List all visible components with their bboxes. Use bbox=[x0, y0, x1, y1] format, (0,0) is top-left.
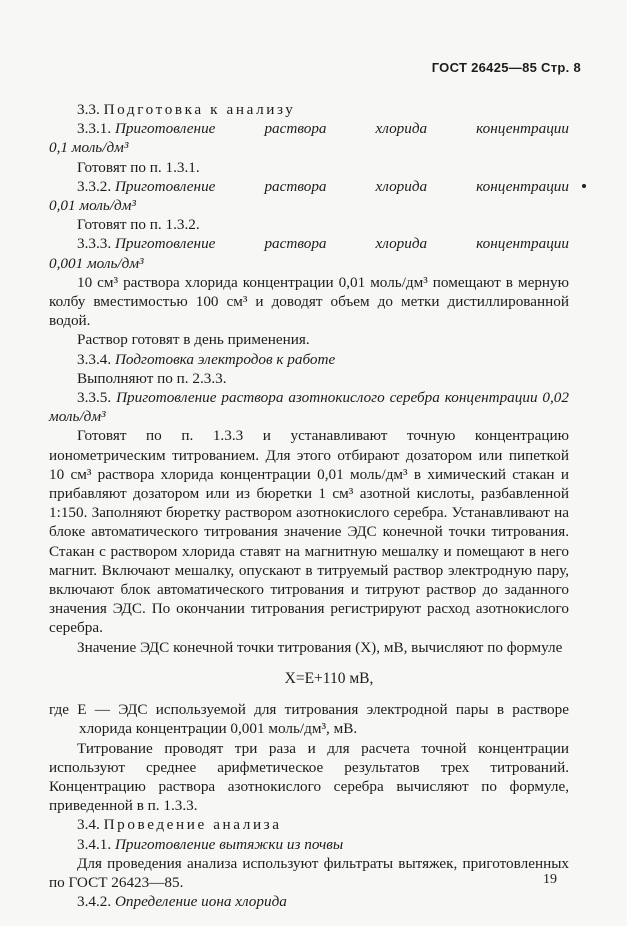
section-3-3-5-text3: Титрование проводят три раза и для расчета точной концентрации используют среднее арифметическое результатов трех титрований. Концентрацию раствора азотнокислого серебра вычисляют по формуле, приведенной в п. 1.3.3. bbox=[49, 739, 569, 815]
section-3-3-1-heading: 3.3.1. Приготовление раствора хлорида концентрации bbox=[77, 120, 569, 138]
page-header: ГОСТ 26425—85 Стр. 8 bbox=[431, 60, 581, 75]
formula-legend: где E — ЭДС используемой для титрования электродной пары в растворе хлорида концентрации 0,001 моль/дм³, мВ. bbox=[49, 701, 569, 738]
section-3-3-title: Подготовка к анализу bbox=[103, 101, 296, 118]
section-3-3-1-text: Готовят по п. 1.3.1. bbox=[77, 158, 200, 176]
section-3-3-1-concentration: 0,1 моль/дм³ bbox=[49, 139, 129, 157]
section-3-4-1-heading: 3.4.1. Приготовление вытяжки из почвы bbox=[77, 835, 344, 853]
page-number: 19 bbox=[543, 872, 557, 887]
section-3-3-3-text: 10 см³ раствора хлорида концентрации 0,01 моль/дм³ помещают в мерную колбу вместимостью 100 см³ и доводят объем до метки дистиллированной водой. bbox=[49, 273, 569, 330]
section-3-3-4-text: Выполняют по п. 2.3.3. bbox=[77, 369, 227, 387]
section-3-3-heading: 3.3. Подготовка к анализу bbox=[77, 101, 296, 118]
section-3-4-heading: 3.4. Проведение анализа bbox=[77, 816, 282, 834]
section-3-3-3-text2: Раствор готовят в день применения. bbox=[77, 331, 310, 349]
section-3-4-1-text: Для проведения анализа используют фильтраты вытяжек, приготовленных по ГОСТ 26423—85. bbox=[49, 854, 569, 891]
scan-speck bbox=[582, 184, 586, 188]
section-3-3-3-concentration: 0,001 моль/дм³ bbox=[49, 254, 144, 272]
section-3-3-2-text: Готовят по п. 1.3.2. bbox=[77, 216, 200, 234]
section-3-4-2-heading: 3.4.2. Определение иона хлорида bbox=[77, 893, 287, 911]
formula: X=E+110 мВ, bbox=[284, 669, 374, 687]
section-3-3-2-heading: 3.3.2. Приготовление раствора хлорида концентрации bbox=[77, 177, 569, 195]
page-body bbox=[49, 100, 569, 911]
section-3-3-2-concentration: 0,01 моль/дм³ bbox=[49, 197, 136, 215]
section-3-3-5-heading: 3.3.5. Приготовление раствора азотнокислого серебра концентрации 0,02 моль/дм³ bbox=[49, 389, 569, 426]
section-3-3-5-text2: Значение ЭДС конечной точки титрования (X), мВ, вычисляют по формуле bbox=[77, 638, 563, 656]
section-3-3-5-text: Готовят по п. 1.3.3 и устанавливают точную концентрацию ионометрическим титрованием. Для этого отбирают дозатором или пипеткой 10 см³ раствора хлорида концентрации 0,01 моль/дм³ в химический стакан и прибавляют дозатором или из бюретки 1 см³ азотной кислоты, разбавленной 1:150. Заполняют бюретку раствором азотнокислого серебра. Устанавливают на блоке автоматического титрования значение ЭДС конечной точки титрования. Стакан с раствором хлорида ставят на магнитную мешалку и помещают в него магнит. Включают мешалку, опускают в титруемый раствор электродную пару, включают блок автоматического титрования и титруют раствор до заданного значения ЭДС. По окончании титрования регистрируют расход азотнокислого серебра. bbox=[49, 427, 569, 637]
section-3-3-3-heading: 3.3.3. Приготовление раствора хлорида концентрации bbox=[77, 235, 569, 253]
section-3-3-4-heading: 3.3.4. Подготовка электродов к работе bbox=[77, 350, 336, 368]
